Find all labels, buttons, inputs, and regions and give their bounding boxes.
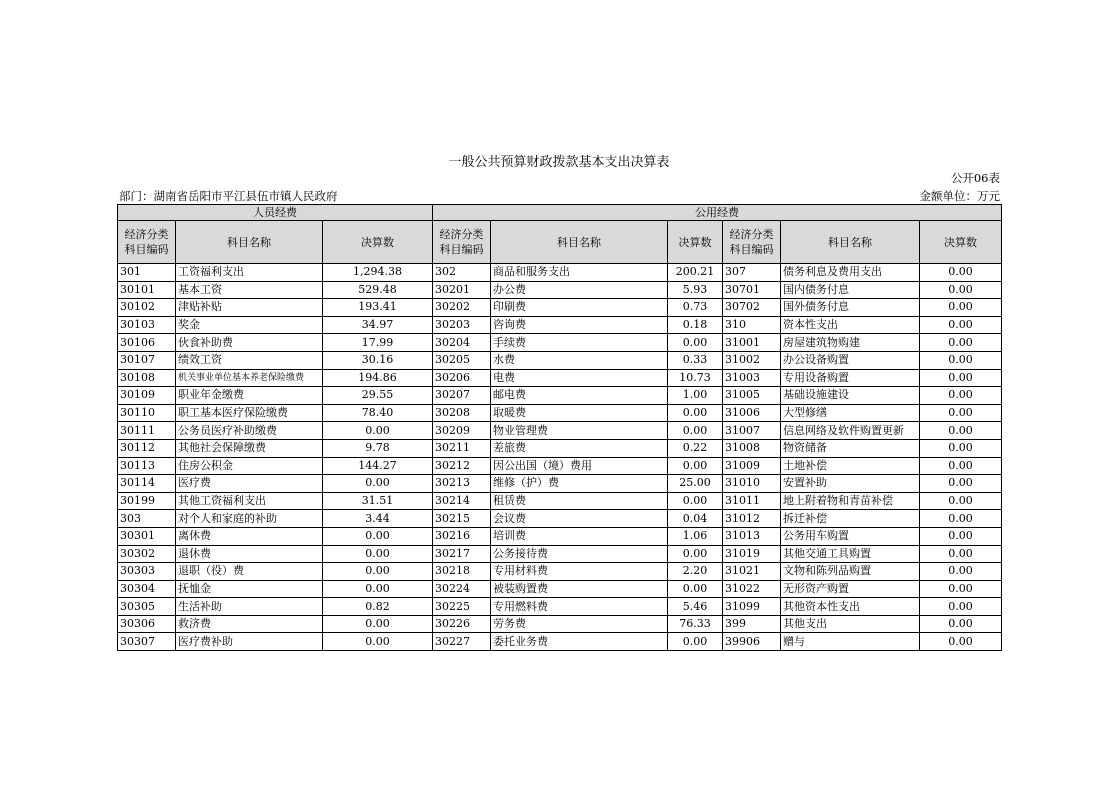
table-row [118,633,1002,651]
col-header-code: 经济分类科目编码 [433,221,491,264]
table-cell-name: 公务接待费 [491,545,668,563]
table-cell-name: 租赁费 [491,492,668,510]
table-row [118,316,1002,334]
table-cell-amount: 2.20 [668,563,723,581]
expenditure-table [117,204,1002,651]
table-cell-code: 310 [723,316,781,334]
table-row [118,281,1002,299]
table-cell-name: 资本性支出 [781,316,920,334]
table-cell-code: 30302 [118,545,176,563]
table-cell-code: 30101 [118,281,176,299]
table-cell-name: 公务员医疗补助缴费 [176,422,323,440]
table-cell-code: 31021 [723,563,781,581]
table-row [118,545,1002,563]
table-cell-code: 30217 [433,545,491,563]
table-cell-name: 退职（役）费 [176,563,323,581]
table-cell-code: 303 [118,510,176,528]
table-cell-amount: 5.93 [668,281,723,299]
table-cell-amount: 0.00 [920,580,1002,598]
table-cell-name: 专用燃料费 [491,598,668,616]
table-cell-name: 基础设施建设 [781,387,920,405]
table-cell-name: 工资福利支出 [176,264,323,282]
table-cell-amount: 0.00 [920,598,1002,616]
table-cell-code: 30114 [118,475,176,493]
table-cell-code: 31019 [723,545,781,563]
table-cell-amount: 0.00 [920,281,1002,299]
table-cell-name: 抚恤金 [176,580,323,598]
table-row [118,475,1002,493]
table-row [118,527,1002,545]
table-row [118,615,1002,633]
table-cell-name: 救济费 [176,615,323,633]
table-cell-code: 31005 [723,387,781,405]
table-cell-amount: 0.33 [668,351,723,369]
table-cell-amount: 0.00 [920,475,1002,493]
table-cell-name: 办公设备购置 [781,351,920,369]
table-cell-name: 绩效工资 [176,351,323,369]
table-cell-amount: 194.86 [323,369,433,387]
table-cell-code: 31006 [723,404,781,422]
table-cell-name: 基本工资 [176,281,323,299]
table-row [118,457,1002,475]
table-cell-code: 30306 [118,615,176,633]
table-cell-name: 物资储备 [781,439,920,457]
table-cell-amount: 0.00 [668,334,723,352]
table-cell-code: 30304 [118,580,176,598]
table-cell-amount: 0.00 [920,334,1002,352]
table-cell-amount: 0.00 [920,457,1002,475]
table-cell-name: 委托业务费 [491,633,668,651]
table-cell-code: 31008 [723,439,781,457]
group-header-personnel: 人员经费 [118,205,433,221]
table-cell-amount: 200.21 [668,264,723,282]
department-label: 部门：湖南省岳阳市平江县伍市镇人民政府 [119,189,338,203]
table-cell-name: 对个人和家庭的补助 [176,510,323,528]
table-cell-code: 30108 [118,369,176,387]
table-cell-name: 公务用车购置 [781,527,920,545]
table-cell-name: 办公费 [491,281,668,299]
page-title: 一般公共预算财政拨款基本支出决算表 [448,155,670,170]
table-cell-amount: 0.00 [323,527,433,545]
table-cell-code: 31009 [723,457,781,475]
unit-label: 金额单位：万元 [919,189,1000,203]
table-cell-name: 生活补助 [176,598,323,616]
table-cell-amount: 0.00 [668,580,723,598]
table-cell-code: 31013 [723,527,781,545]
table-cell-name: 培训费 [491,527,668,545]
table-cell-code: 30218 [433,563,491,581]
table-cell-name: 信息网络及软件购置更新 [781,422,920,440]
table-cell-code: 30102 [118,299,176,317]
table-cell-name: 电费 [491,369,668,387]
table-cell-name: 无形资产购置 [781,580,920,598]
table-cell-code: 30205 [433,351,491,369]
table-cell-code: 31002 [723,351,781,369]
table-cell-code: 30208 [433,404,491,422]
table-cell-code: 30305 [118,598,176,616]
table-cell-name: 大型修缮 [781,404,920,422]
form-number: 公开06表 [950,171,1000,185]
table-cell-amount: 0.00 [323,580,433,598]
table-cell-code: 31012 [723,510,781,528]
table-cell-amount: 31.51 [323,492,433,510]
table-cell-amount: 0.00 [668,457,723,475]
table-cell-name: 被装购置费 [491,580,668,598]
table-cell-name: 物业管理费 [491,422,668,440]
table-cell-amount: 25.00 [668,475,723,493]
table-cell-amount: 0.00 [668,404,723,422]
table-row [118,439,1002,457]
table-cell-code: 30107 [118,351,176,369]
table-cell-name: 咨询费 [491,316,668,334]
table-cell-name: 医疗费补助 [176,633,323,651]
table-cell-amount: 0.00 [920,264,1002,282]
table-cell-name: 其他资本性支出 [781,598,920,616]
table-cell-code: 31011 [723,492,781,510]
table-cell-amount: 0.00 [920,369,1002,387]
table-cell-amount: 0.00 [920,545,1002,563]
table-cell-code: 30224 [433,580,491,598]
table-cell-code: 31099 [723,598,781,616]
table-cell-code: 30303 [118,563,176,581]
table-cell-code: 30209 [433,422,491,440]
table-cell-code: 30103 [118,316,176,334]
table-cell-amount: 0.04 [668,510,723,528]
table-cell-amount: 0.00 [668,492,723,510]
table-cell-amount: 0.00 [323,422,433,440]
table-cell-code: 30701 [723,281,781,299]
table-cell-code: 30702 [723,299,781,317]
table-cell-code: 30226 [433,615,491,633]
table-cell-code: 30110 [118,404,176,422]
table-cell-name: 住房公积金 [176,457,323,475]
table-cell-code: 302 [433,264,491,282]
table-cell-code: 31003 [723,369,781,387]
table-cell-amount: 529.48 [323,281,433,299]
table-cell-name: 因公出国（境）费用 [491,457,668,475]
table-cell-name: 取暖费 [491,404,668,422]
table-cell-code: 30111 [118,422,176,440]
col-header-name: 科目名称 [781,221,920,264]
table-row [118,580,1002,598]
table-cell-name: 差旅费 [491,439,668,457]
group-header-public: 公用经费 [433,205,1002,221]
table-row [118,334,1002,352]
table-cell-code: 30206 [433,369,491,387]
table-cell-code: 307 [723,264,781,282]
table-cell-code: 30109 [118,387,176,405]
table-cell-amount: 0.00 [920,422,1002,440]
table-cell-name: 其他工资福利支出 [176,492,323,510]
table-cell-amount: 0.00 [920,492,1002,510]
table-cell-amount: 10.73 [668,369,723,387]
table-cell-amount: 76.33 [668,615,723,633]
table-cell-amount: 0.00 [323,545,433,563]
table-cell-amount: 17.99 [323,334,433,352]
table-cell-code: 30203 [433,316,491,334]
table-cell-name: 专用设备购置 [781,369,920,387]
table-cell-amount: 1.00 [668,387,723,405]
col-header-amount: 决算数 [323,221,433,264]
table-cell-name: 职工基本医疗保险缴费 [176,404,323,422]
table-cell-name: 拆迁补偿 [781,510,920,528]
table-cell-code: 30204 [433,334,491,352]
table-cell-name: 债务利息及费用支出 [781,264,920,282]
table-row [118,510,1002,528]
table-cell-code: 39906 [723,633,781,651]
table-row [118,387,1002,405]
table-cell-name: 其他交通工具购置 [781,545,920,563]
table-row [118,369,1002,387]
table-cell-amount: 0.00 [920,299,1002,317]
table-cell-code: 30212 [433,457,491,475]
col-header-code: 经济分类科目编码 [723,221,781,264]
table-cell-code: 30215 [433,510,491,528]
table-cell-amount: 0.73 [668,299,723,317]
table-cell-amount: 0.00 [920,439,1002,457]
table-cell-code: 30307 [118,633,176,651]
table-cell-amount: 0.00 [920,351,1002,369]
table-cell-name: 赠与 [781,633,920,651]
table-cell-amount: 193.41 [323,299,433,317]
table-cell-amount: 0.00 [668,633,723,651]
table-cell-code: 30199 [118,492,176,510]
table-cell-name: 地上附着物和青苗补偿 [781,492,920,510]
table-cell-name: 文物和陈列品购置 [781,563,920,581]
table-cell-name: 职业年金缴费 [176,387,323,405]
col-header-name: 科目名称 [491,221,668,264]
table-cell-amount: 0.18 [668,316,723,334]
table-cell-amount: 0.00 [668,422,723,440]
table-cell-code: 30201 [433,281,491,299]
table-cell-name: 津贴补贴 [176,299,323,317]
table-cell-name: 商品和服务支出 [491,264,668,282]
table-cell-amount: 0.00 [920,615,1002,633]
table-cell-code: 31007 [723,422,781,440]
table-cell-name: 专用材料费 [491,563,668,581]
table-cell-name: 会议费 [491,510,668,528]
table-cell-code: 30202 [433,299,491,317]
table-cell-amount: 0.00 [323,615,433,633]
table-cell-code: 30112 [118,439,176,457]
table-cell-name: 国外债务付息 [781,299,920,317]
table-row [118,563,1002,581]
table-row [118,422,1002,440]
table-row [118,299,1002,317]
table-cell-name: 其他社会保障缴费 [176,439,323,457]
table-cell-amount: 78.40 [323,404,433,422]
table-cell-amount: 5.46 [668,598,723,616]
table-cell-code: 301 [118,264,176,282]
table-cell-amount: 0.00 [920,527,1002,545]
table-cell-amount: 0.00 [323,475,433,493]
table-cell-code: 31010 [723,475,781,493]
table-cell-amount: 0.22 [668,439,723,457]
table-cell-code: 30113 [118,457,176,475]
table-cell-amount: 1,294.38 [323,264,433,282]
table-row [118,351,1002,369]
table-cell-amount: 0.00 [920,387,1002,405]
table-cell-code: 30213 [433,475,491,493]
table-cell-name: 退休费 [176,545,323,563]
table-cell-amount: 1.06 [668,527,723,545]
table-cell-code: 30211 [433,439,491,457]
table-cell-name: 医疗费 [176,475,323,493]
table-cell-name: 国内债务付息 [781,281,920,299]
table-cell-name: 邮电费 [491,387,668,405]
table-cell-name: 房屋建筑物购建 [781,334,920,352]
table-cell-name: 手续费 [491,334,668,352]
table-row [118,492,1002,510]
table-cell-name: 伙食补助费 [176,334,323,352]
table-cell-amount: 30.16 [323,351,433,369]
table-cell-amount: 0.00 [920,633,1002,651]
table-cell-amount: 0.00 [668,545,723,563]
table-cell-code: 30301 [118,527,176,545]
table-cell-name: 奖金 [176,316,323,334]
col-header-amount: 决算数 [668,221,723,264]
table-cell-amount: 144.27 [323,457,433,475]
table-cell-amount: 0.00 [323,563,433,581]
table-cell-name: 安置补助 [781,475,920,493]
table-cell-code: 30225 [433,598,491,616]
table-cell-name: 其他支出 [781,615,920,633]
table-cell-code: 30227 [433,633,491,651]
table-cell-code: 30207 [433,387,491,405]
table-cell-amount: 34.97 [323,316,433,334]
table-cell-code: 399 [723,615,781,633]
table-cell-code: 30214 [433,492,491,510]
table-cell-name: 离休费 [176,527,323,545]
table-cell-name: 水费 [491,351,668,369]
table-cell-code: 30106 [118,334,176,352]
table-row [118,404,1002,422]
table-cell-amount: 9.78 [323,439,433,457]
table-row [118,598,1002,616]
table-cell-name: 印刷费 [491,299,668,317]
table-cell-name: 劳务费 [491,615,668,633]
table-cell-code: 30216 [433,527,491,545]
col-header-code: 经济分类科目编码 [118,221,176,264]
col-header-name: 科目名称 [176,221,323,264]
table-row [118,264,1002,282]
table-cell-amount: 3.44 [323,510,433,528]
table-cell-code: 31022 [723,580,781,598]
col-header-amount: 决算数 [920,221,1002,264]
table-cell-name: 维修（护）费 [491,475,668,493]
table-cell-amount: 0.82 [323,598,433,616]
table-cell-amount: 0.00 [920,510,1002,528]
table-cell-amount: 0.00 [920,316,1002,334]
table-cell-code: 31001 [723,334,781,352]
table-cell-amount: 0.00 [920,404,1002,422]
table-cell-amount: 29.55 [323,387,433,405]
table-cell-name: 机关事业单位基本养老保险缴费 [176,369,323,387]
table-cell-amount: 0.00 [323,633,433,651]
table-cell-amount: 0.00 [920,563,1002,581]
table-cell-name: 土地补偿 [781,457,920,475]
